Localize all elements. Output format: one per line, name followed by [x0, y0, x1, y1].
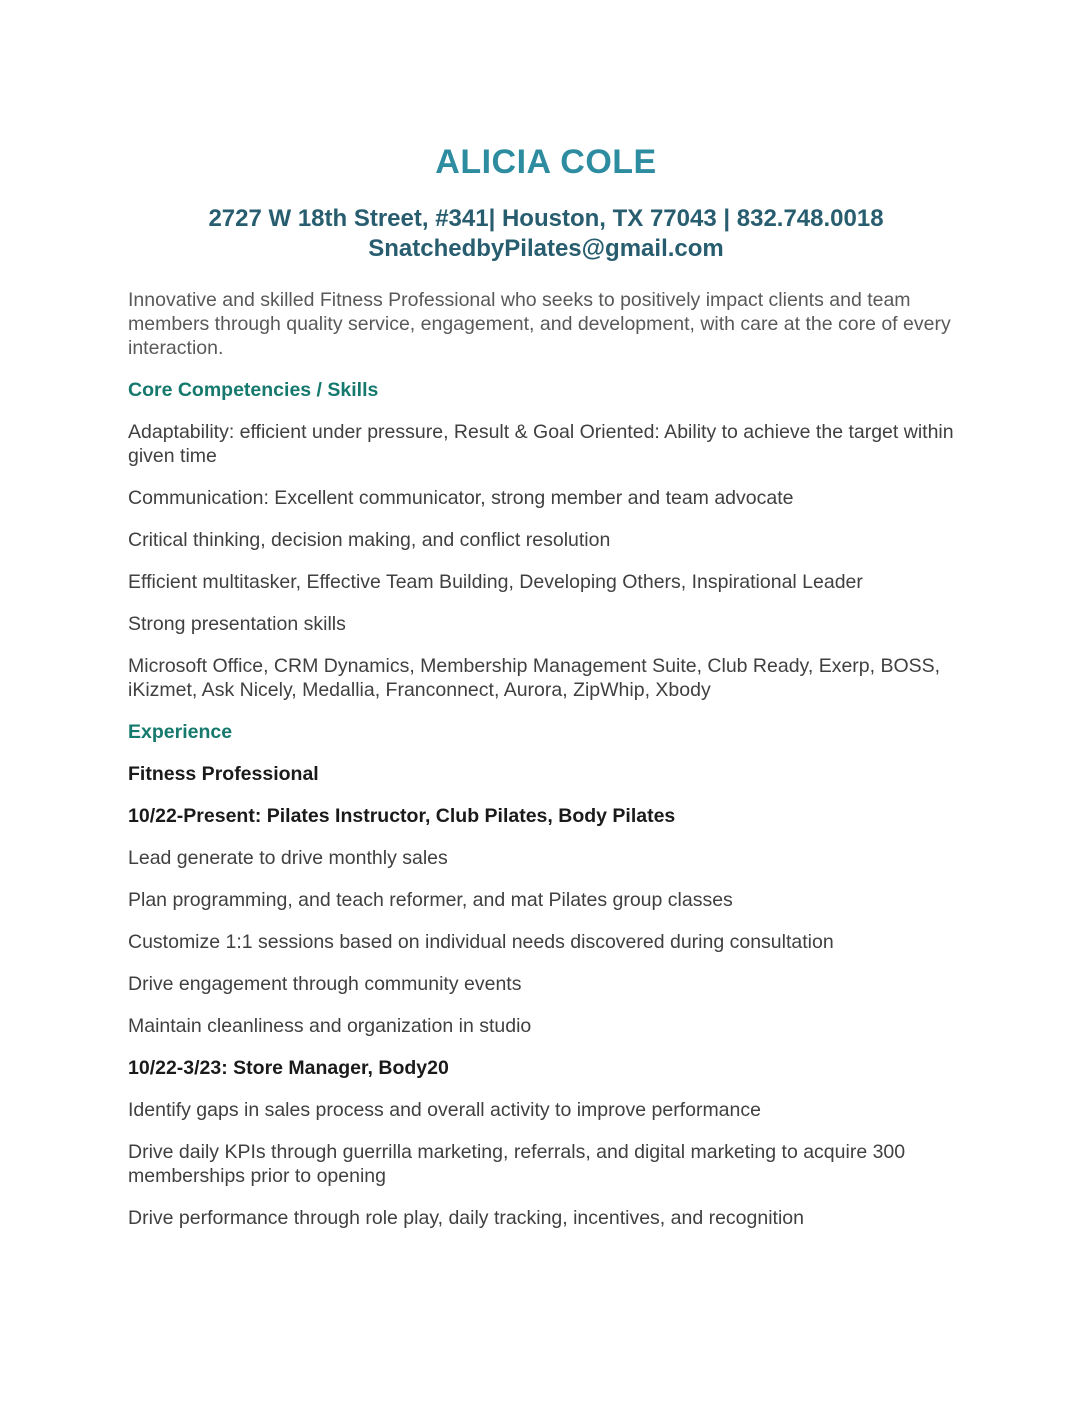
- skill-item: Efficient multitasker, Effective Team Building, Developing Others, Inspirational Leader: [128, 571, 863, 593]
- contact-email: SnatchedbyPilates@gmail.com: [368, 235, 724, 262]
- job-duty: Drive daily KPIs through guerrilla marketing, referrals, and digital marketing to acquire 300 memberships prior to opening: [128, 1141, 906, 1187]
- experience-category: Fitness Professional: [128, 763, 319, 785]
- resume-name-title: ALICIA COLE: [435, 143, 657, 181]
- job-duty: Lead generate to drive monthly sales: [128, 847, 448, 869]
- job-duty: Identify gaps in sales process and overall activity to improve performance: [128, 1099, 761, 1121]
- section-heading-experience: Experience: [128, 721, 233, 743]
- section-heading-core-competencies: Core Competencies / Skills: [128, 379, 379, 401]
- skill-item: Strong presentation skills: [128, 613, 346, 635]
- skill-item-software-list: Microsoft Office, CRM Dynamics, Membership Management Suite, Club Ready, Exerp, BOSS, iKizmet, Ask Nicely, Medallia, Franconnect, Aurora, ZipWhip, Xbody: [128, 655, 941, 701]
- skill-item: Critical thinking, decision making, and conflict resolution: [128, 529, 611, 551]
- job-duty: Drive performance through role play, daily tracking, incentives, and recognition: [128, 1207, 804, 1229]
- skill-item: Communication: Excellent communicator, strong member and team advocate: [128, 487, 794, 509]
- job-title-store-manager: 10/22-3/23: Store Manager, Body20: [128, 1057, 449, 1079]
- contact-block: [128, 204, 964, 264]
- job-duty: Drive engagement through community events: [128, 973, 522, 995]
- job-duty: Maintain cleanliness and organization in studio: [128, 1015, 532, 1037]
- job-duty: Customize 1:1 sessions based on individual needs discovered during consultation: [128, 931, 834, 953]
- contact-address-phone: 2727 W 18th Street, #341| Houston, TX 77043 | 832.748.0018: [208, 205, 884, 232]
- job-duty: Plan programming, and teach reformer, and mat Pilates group classes: [128, 889, 733, 911]
- job-title-pilates-instructor: 10/22-Present: Pilates Instructor, Club Pilates, Body Pilates: [128, 805, 676, 827]
- summary-paragraph: Innovative and skilled Fitness Professional who seeks to positively impact clients and team members through quality service, engagement, and development, with care at the core of every interaction.: [128, 289, 951, 359]
- skill-item: Adaptability: efficient under pressure, Result & Goal Oriented: Ability to achieve the target within given time: [128, 421, 954, 467]
